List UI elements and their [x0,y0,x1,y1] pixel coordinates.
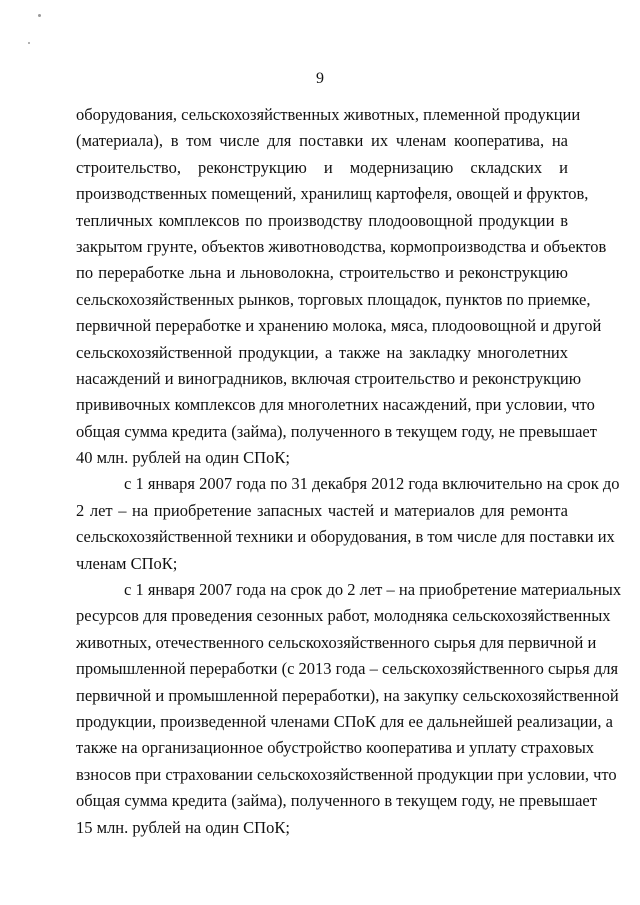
text-line: тепличных комплексов по производству плодоовощной продукции в [76,210,568,230]
text-line: закрытом грунте, объектов животноводства, кормопроизводства и объектов [76,236,607,256]
text-line: по переработке льна и льноволокна, строительство и реконструкцию [76,263,568,283]
text-line: прививочных комплексов для многолетних насаждений, при условии, что [76,395,595,415]
paragraph [76,577,622,841]
text-line: (материала), в том числе для поставки их членам кооператива, на [76,131,568,151]
text-line: членам СПоК; [76,553,178,573]
text-line: с 1 января 2007 года на срок до 2 лет – на приобретение материальных [124,580,622,600]
text-line: общая сумма кредита (займа), полученного в текущем году, не превышает [76,791,597,811]
text-line: взносов при страховании сельскохозяйственной продукции при условии, что [76,764,617,784]
text-line: 2 лет – на приобретение запасных частей и материалов для ремонта [76,500,568,520]
text-line: насаждений и виноградников, включая строительство и реконструкцию [76,368,582,388]
text-line: сельскохозяйственных рынков, торговых площадок, пунктов по приемке, [76,289,591,309]
text-line: производственных помещений, хранилищ картофеля, овощей и фруктов, [76,184,589,204]
text-line: 40 млн. рублей на один СПоК; [76,448,290,468]
document-body [76,102,622,841]
text-line: оборудования, сельскохозяйственных животных, племенной продукции [76,105,581,124]
text-line: ресурсов для проведения сезонных работ, молодняка сельскохозяйственных [76,606,611,626]
page-number: 9 [316,70,324,87]
scan-speck [38,14,41,17]
text-line: промышленной переработки (с 2013 года – сельскохозяйственного сырья для [76,659,619,679]
paragraph [76,102,607,471]
text-line: сельскохозяйственной техники и оборудования, в том числе для поставки их [76,527,615,547]
text-line: 15 млн. рублей на один СПоК; [76,817,290,837]
text-line: с 1 января 2007 года по 31 декабря 2012 года включительно на срок до [124,474,620,494]
paragraph [76,471,620,577]
text-line: общая сумма кредита (займа), полученного в текущем году, не превышает [76,421,597,441]
text-line: животных, отечественного сельскохозяйственного сырья для первичной и [76,632,597,652]
text-line: строительство, реконструкцию и модернизацию складских и [76,157,568,177]
text-line: первичной и промышленной переработки), на закупку сельскохозяйственной [76,685,619,705]
text-line: также на организационное обустройство кооператива и уплату страховых [76,738,595,758]
text-line: продукции, произведенной членами СПоК для ее дальнейшей реализации, а [76,711,613,731]
scan-speck [28,42,30,44]
text-line: сельскохозяйственной продукции, а также на закладку многолетних [76,342,568,362]
text-line: первичной переработке и хранению молока, мяса, плодоовощной и другой [76,316,602,336]
